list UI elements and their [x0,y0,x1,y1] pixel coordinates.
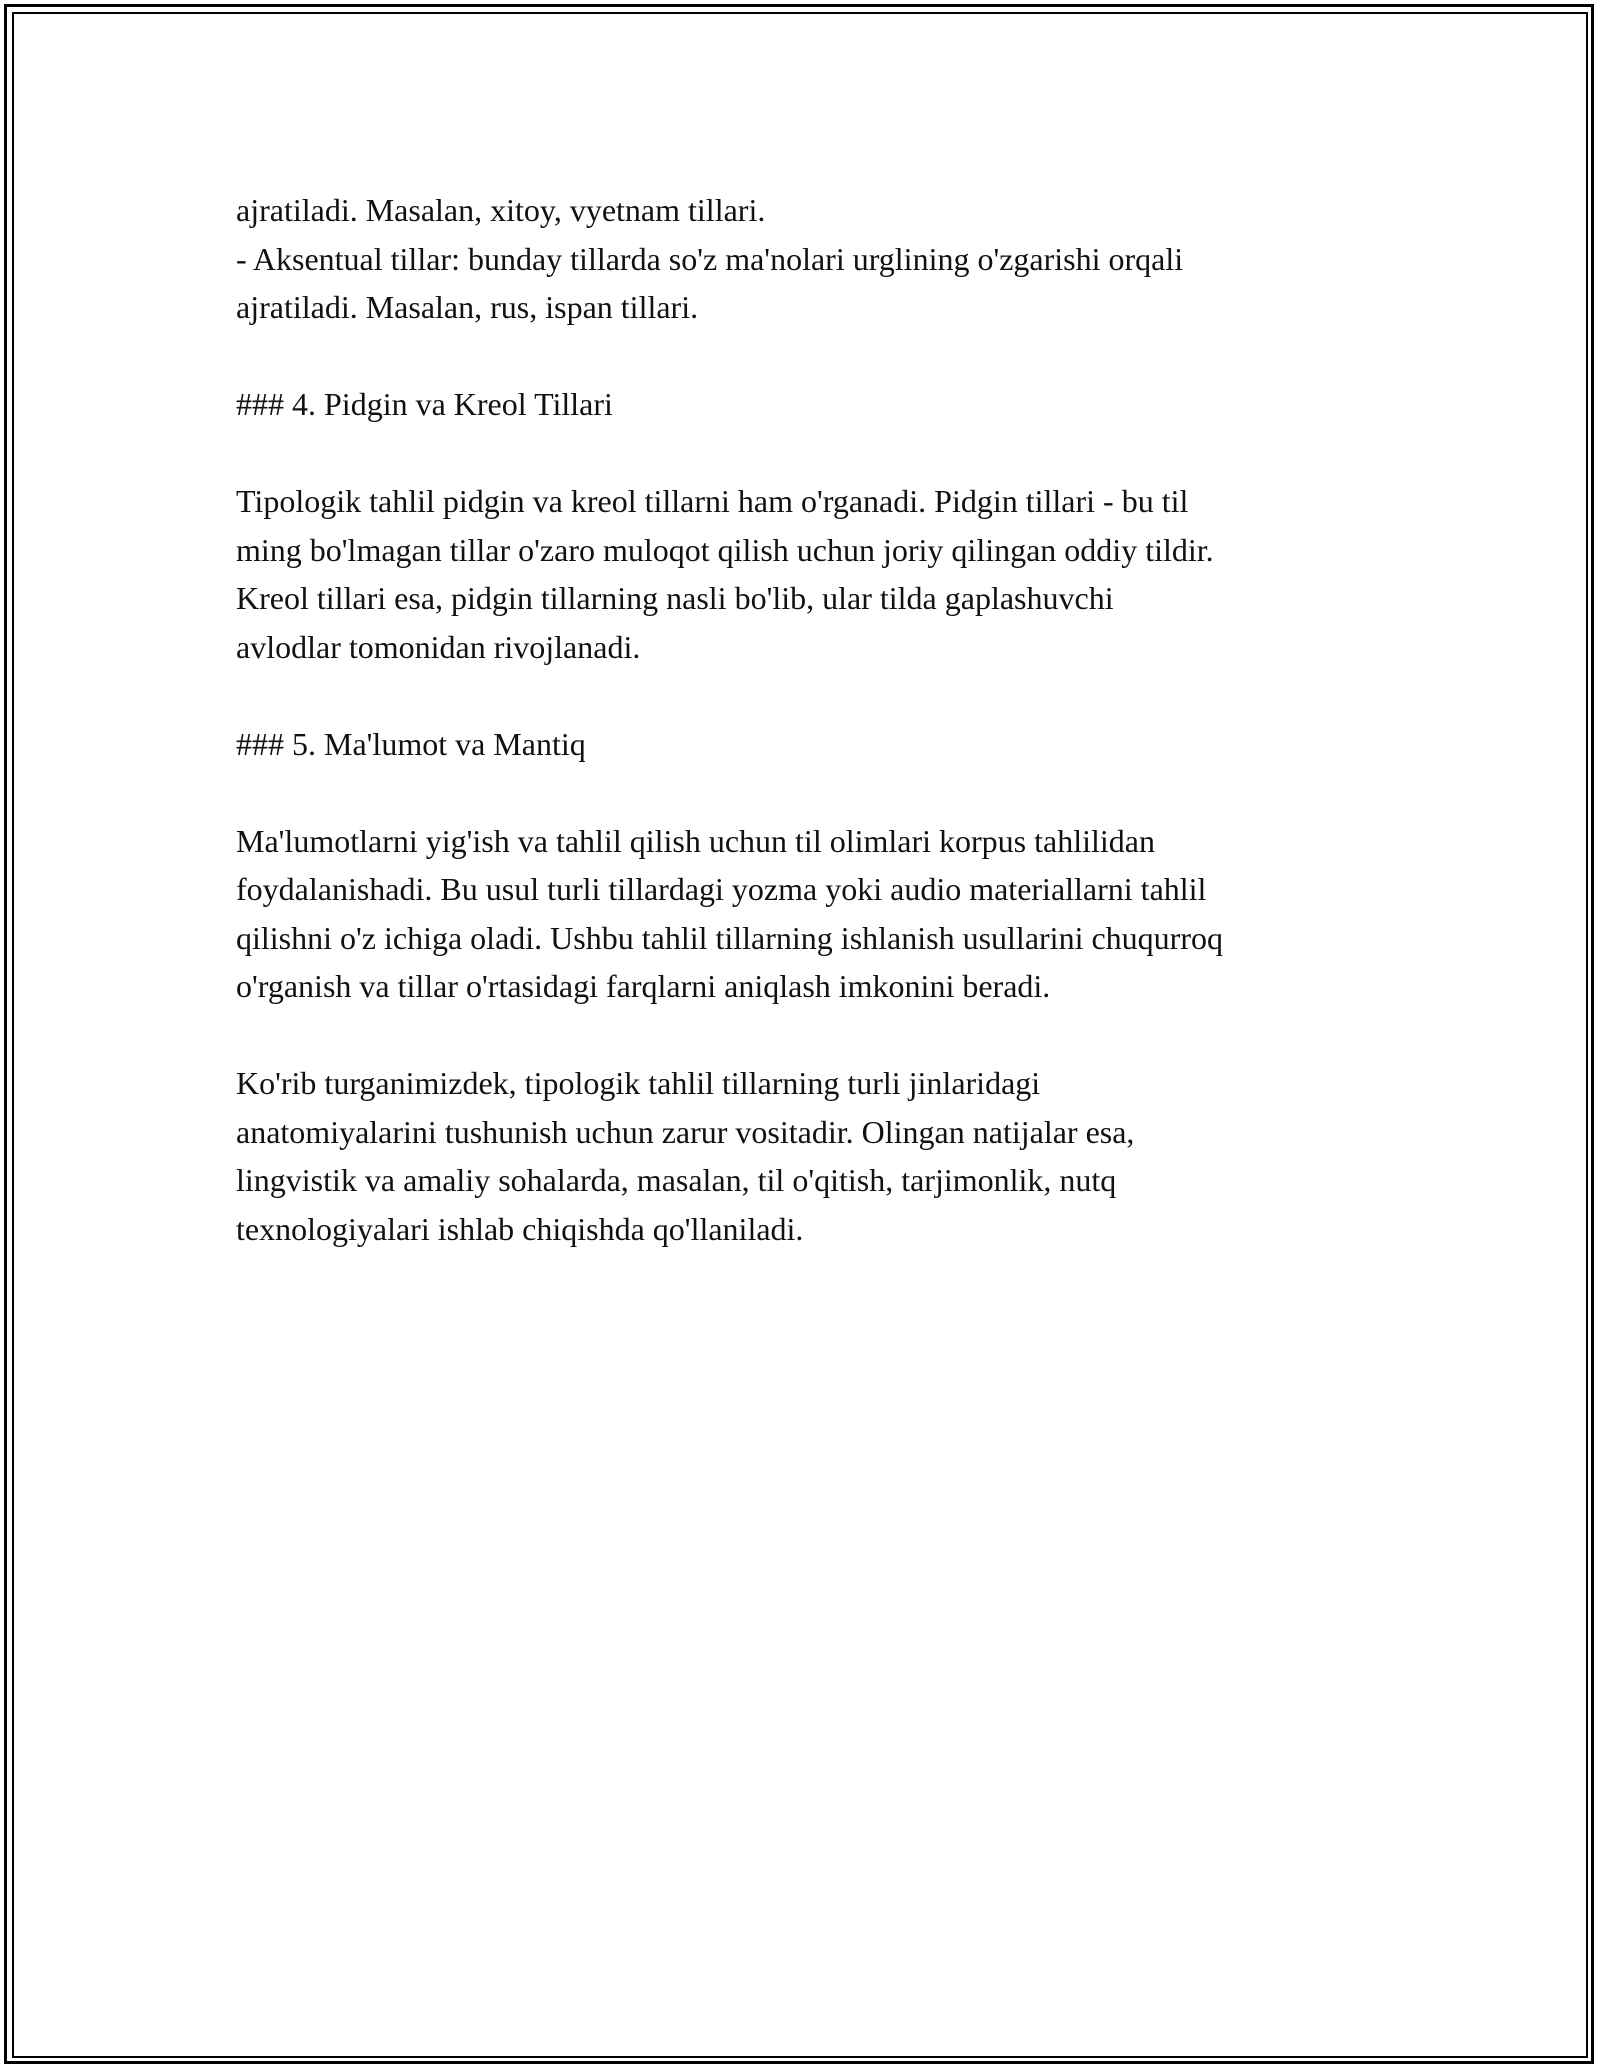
text-line: Kreol tillari esa, pidgin tillarning nasli bo'lib, ular tilda gaplashuvchi [236,580,1114,616]
section-5-paragraph [236,817,1376,1011]
paragraph-gap [236,1011,1376,1060]
intro-paragraph [236,186,1376,332]
text-line: qilishni o'z ichiga oladi. Ushbu tahlil tillarning ishlanish usullarini chuqurroq [236,919,1223,956]
paragraph-gap [236,429,1376,478]
text-line: anatomiyalarini tushunish uchun zarur vositadir. Olingan natijalar esa, [236,1113,1135,1150]
text-line: Tipologik tahlil pidgin va kreol tillarni ham o'rganadi. Pidgin tillari - bu til [236,483,1189,519]
paragraph-gap [236,768,1376,817]
text-line: lingvistik va amaliy sohalarda, masalan, til o'qitish, tarjimonlik, nutq [236,1162,1117,1198]
paragraph-gap [236,671,1376,720]
text-line: foydalanishadi. Bu usul turli tillardagi yozma yoki audio materiallarni tahlil [236,871,1207,907]
text-line: ming bo'lmagan tillar o'zaro muloqot qilish uchun joriy qilingan oddiy tildir. [236,531,1214,568]
document-body [236,186,1376,1253]
paragraph-gap [236,332,1376,381]
text-line: - Aksentual tillar: bunday tillarda so'z ma'nolari urglining o'zgarishi orqali [236,240,1184,277]
text-line: o'rganish va tillar o'rtasidagi farqlarni aniqlash imkonini beradi. [236,968,1051,1004]
conclusion-paragraph [236,1059,1376,1253]
text-line: Ma'lumotlarni yig'ish va tahlil qilish uchun til olimlari korpus tahlilidan [236,822,1155,859]
text-line: texnologiyalari ishlab chiqishda qo'llaniladi. [236,1210,804,1247]
text-line: avlodlar tomonidan rivojlanadi. [236,628,641,665]
text-line: ajratiladi. Masalan, xitoy, vyetnam tillari. [236,192,766,228]
section-4-heading: ### 4. Pidgin va Kreol Tillari [236,386,613,422]
text-line: Ko'rib turganimizdek, tipologik tahlil tillarning turli jinlaridagi [236,1065,1041,1101]
section-4-paragraph [236,477,1376,671]
text-line: ajratiladi. Masalan, rus, ispan tillari. [236,289,699,325]
section-5-heading: ### 5. Ma'lumot va Mantiq [236,725,586,762]
